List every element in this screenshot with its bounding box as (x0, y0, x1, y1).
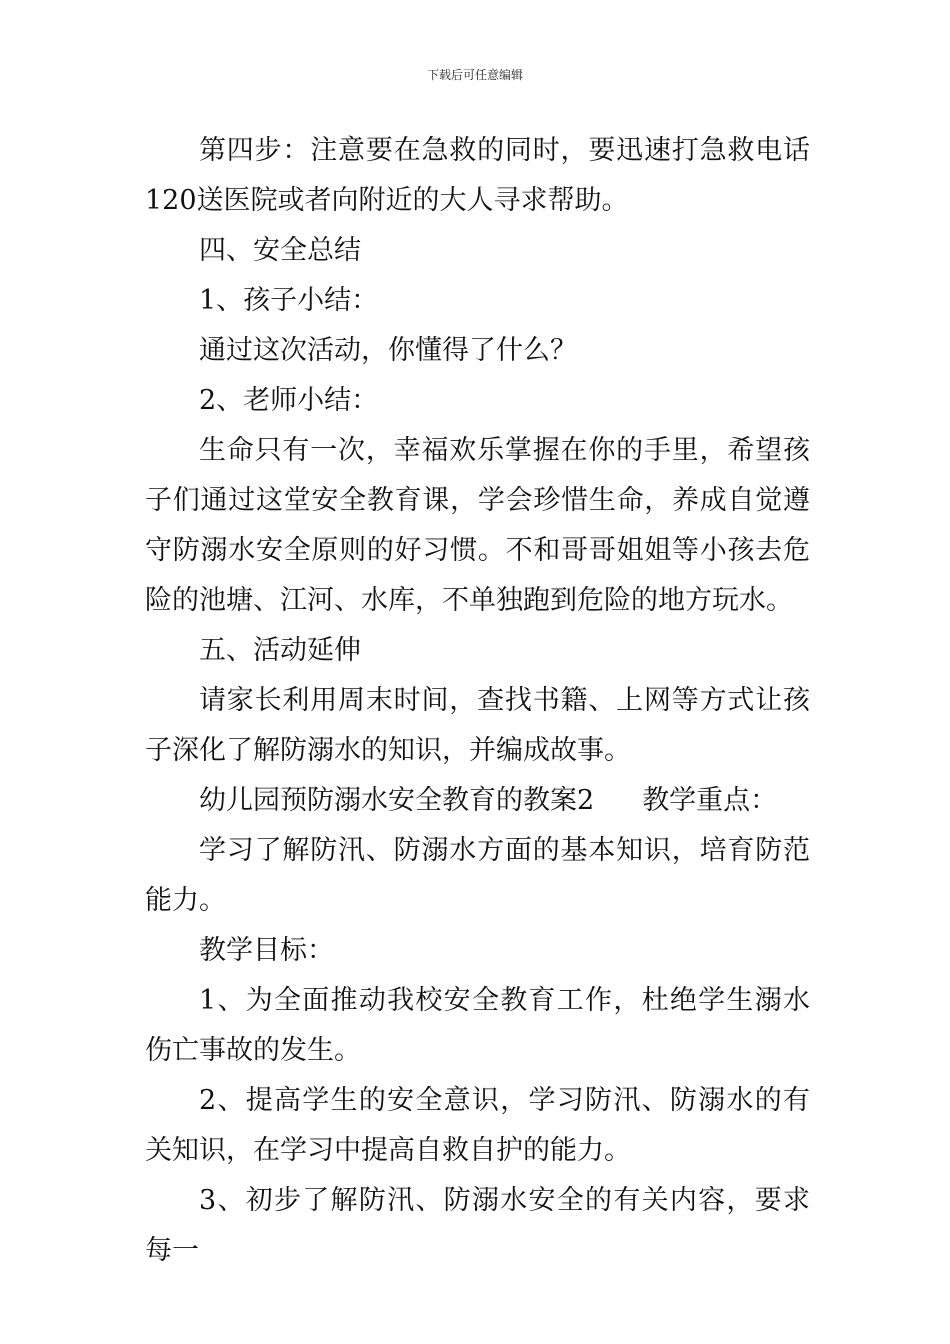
document-body (145, 126, 810, 1276)
heading-safety-summary: 四、安全总结 (199, 235, 361, 266)
subheading-child-summary: 1、孩子小结： (199, 285, 379, 316)
paragraph-goal-2: 2、提高学生的安全意识，学习防汛、防溺水的有关知识，在学习中提高自救自护的能力。 (145, 1085, 810, 1166)
paragraph-lesson-title-line (145, 776, 810, 826)
page-header: 下载后可任意编辑 (426, 68, 523, 82)
teaching-focus-label: 教学重点： (642, 785, 778, 816)
paragraph-teaching-focus: 学习了解防汛、防溺水方面的基本知识，培育防范能力。 (145, 835, 810, 916)
paragraph-step-four: 第四步：注意要在急救的同时，要迅速打急救电话120送医院或者向附近的大人寻求帮助。 (145, 135, 810, 216)
heading-teaching-goals: 教学目标： (199, 935, 334, 966)
paragraph-question: 通过这次活动，你懂得了什么？ (199, 335, 577, 366)
subheading-teacher-summary: 2、老师小结： (199, 385, 379, 416)
heading-activity-extension: 五、活动延伸 (199, 635, 361, 666)
paragraph-activity-extension: 请家长利用周末时间，查找书籍、上网等方式让孩子深化了解防溺水的知识，并编成故事。 (145, 685, 810, 766)
paragraph-goal-1: 1、为全面推动我校安全教育工作，杜绝学生溺水伤亡事故的发生。 (145, 985, 810, 1066)
paragraph-teacher-summary: 生命只有一次，幸福欢乐掌握在你的手里，希望孩子们通过这堂安全教育课，学会珍惜生命，养成自觉遵守防溺水安全原则的好习惯。不和哥哥姐姐等小孩去危险的池塘、江河、水库，不单独跑到危险的地方玩水。 (145, 435, 810, 616)
lesson-plan-title: 幼儿园预防溺水安全教育的教案2 (199, 785, 595, 816)
paragraph-goal-3: 3、初步了解防汛、防溺水安全的有关内容，要求每一 (145, 1185, 810, 1266)
